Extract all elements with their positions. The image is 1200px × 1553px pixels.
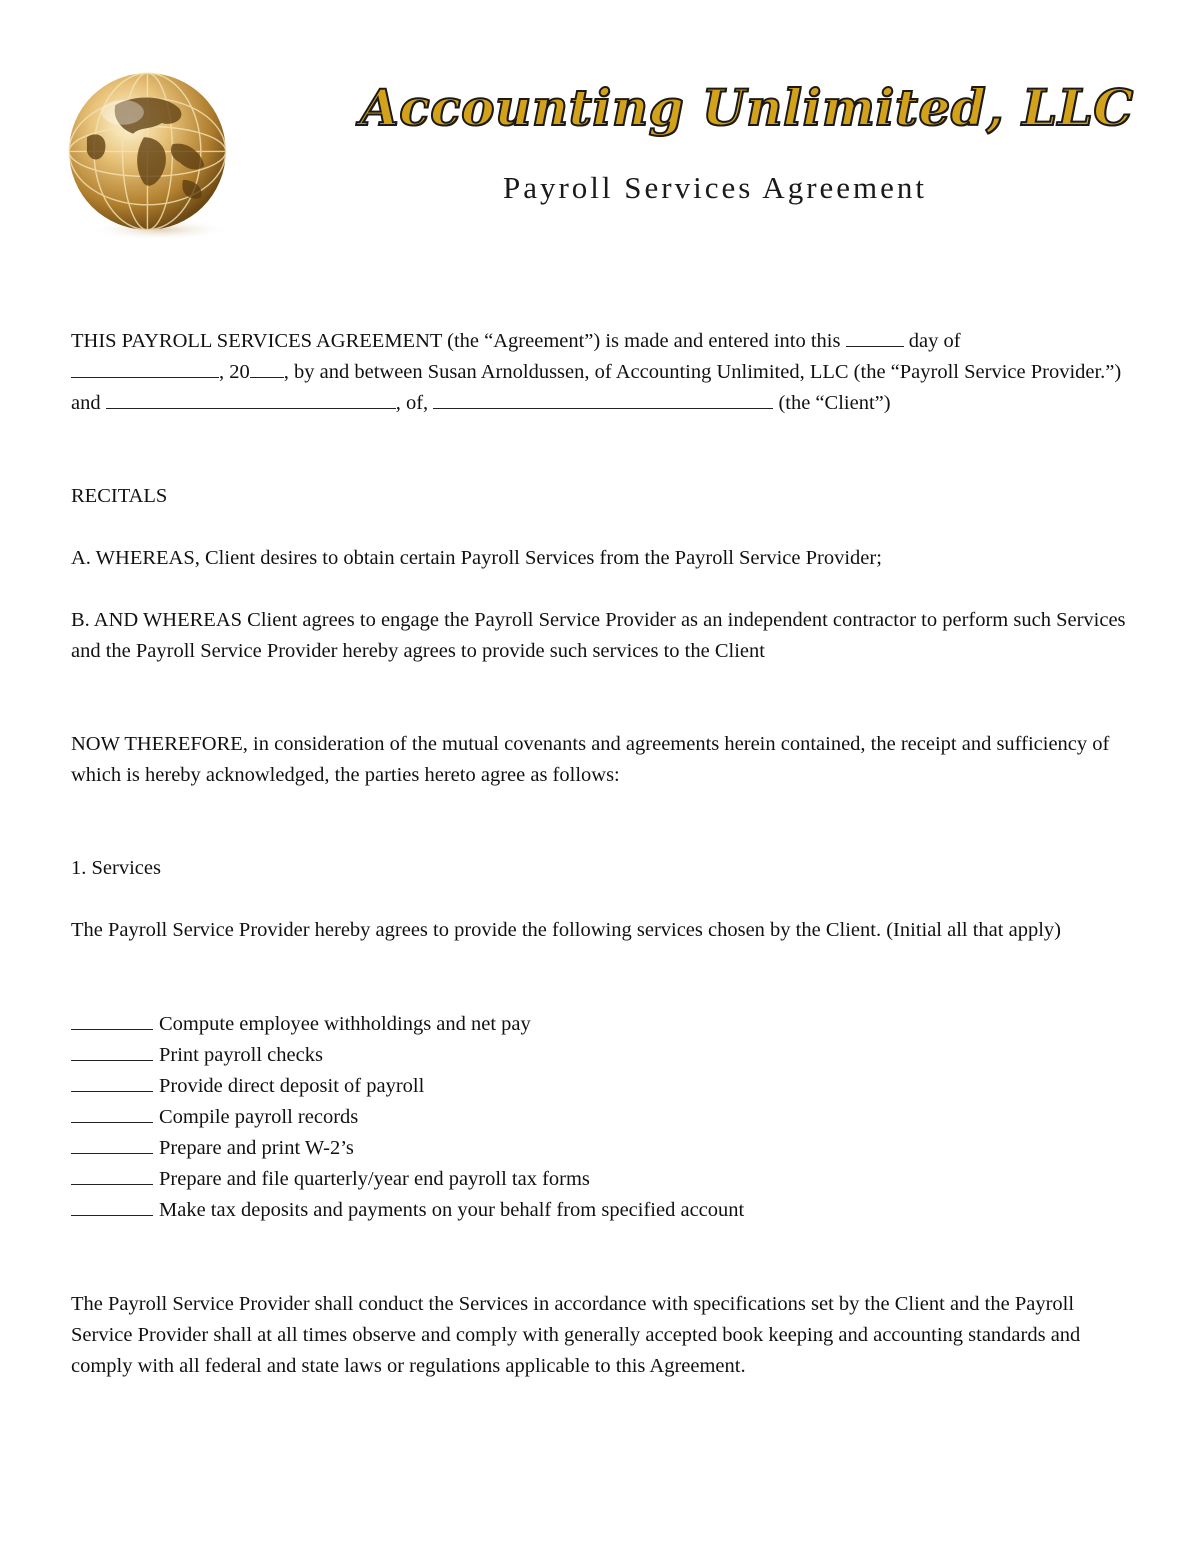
client-name-blank[interactable] — [106, 390, 396, 409]
company-name: Accounting Unlimited, LLC — [360, 78, 1134, 137]
service-label: Compute employee withholdings and net pay — [159, 1013, 531, 1035]
service-item — [71, 1009, 1133, 1040]
service-item — [71, 1195, 1133, 1226]
initial-blank[interactable] — [71, 1197, 153, 1216]
service-label: Compile payroll records — [159, 1106, 359, 1128]
service-label: Prepare and print W-2’s — [159, 1137, 354, 1159]
document-title: Payroll Services Agreement — [502, 170, 928, 205]
recital-b: B. AND WHEREAS Client agrees to engage the Payroll Service Provider as an independent contractor to perform such Services and the Payroll Service Provider hereby agrees to provide such services to the Client — [71, 609, 1126, 662]
service-label: Print payroll checks — [159, 1044, 323, 1066]
year-blank[interactable] — [250, 359, 284, 378]
intro-paragraph — [71, 326, 1133, 419]
initial-blank[interactable] — [71, 1104, 153, 1123]
service-label: Make tax deposits and payments on your behalf from specified account — [159, 1199, 745, 1221]
section-heading-services: 1. Services — [71, 857, 161, 879]
intro-text-4: , by and between Susan Arnoldussen, of Accounting Unlimited, LLC (the “Payroll Service Provider.”) and — [71, 361, 1122, 414]
client-address-blank[interactable] — [433, 390, 773, 409]
initial-blank[interactable] — [71, 1011, 153, 1030]
services-intro: The Payroll Service Provider hereby agrees to provide the following services chosen by the Client. (Initial all that apply) — [71, 919, 1061, 941]
closing-paragraph: The Payroll Service Provider shall conduct the Services in accordance with specifications set by the Client and the Payroll Service Provider shall at all times observe and comply with generally accepted book keeping and accounting standards and comply with all federal and state laws or regulations applicable to this Agreement. — [71, 1293, 1081, 1377]
service-label: Prepare and file quarterly/year end payroll tax forms — [159, 1168, 590, 1190]
globe-icon — [62, 66, 240, 244]
service-item — [71, 1071, 1133, 1102]
initial-blank[interactable] — [71, 1135, 153, 1154]
service-item — [71, 1133, 1133, 1164]
service-label: Provide direct deposit of payroll — [159, 1075, 425, 1097]
intro-text-5: , of, — [395, 392, 429, 414]
day-blank[interactable] — [846, 328, 904, 347]
intro-text-1: THIS PAYROLL SERVICES AGREEMENT (the “Agreement”) is made and entered into this — [71, 330, 841, 352]
intro-text-6: (the “Client”) — [778, 392, 891, 414]
recitals-heading: RECITALS — [71, 485, 168, 507]
service-item — [71, 1040, 1133, 1071]
services-list — [71, 1009, 1133, 1226]
initial-blank[interactable] — [71, 1166, 153, 1185]
month-blank[interactable] — [71, 359, 219, 378]
intro-text-3: , 20 — [219, 361, 250, 383]
intro-text-2: day of — [908, 330, 961, 352]
initial-blank[interactable] — [71, 1042, 153, 1061]
service-item — [71, 1164, 1133, 1195]
now-therefore-paragraph: NOW THEREFORE, in consideration of the mutual covenants and agreements herein contained, the receipt and sufficiency of which is hereby acknowledged, the parties hereto agree as follows: — [71, 733, 1110, 786]
recital-a: A. WHEREAS, Client desires to obtain certain Payroll Services from the Payroll Service Provider; — [71, 547, 882, 569]
service-item — [71, 1102, 1133, 1133]
initial-blank[interactable] — [71, 1073, 153, 1092]
